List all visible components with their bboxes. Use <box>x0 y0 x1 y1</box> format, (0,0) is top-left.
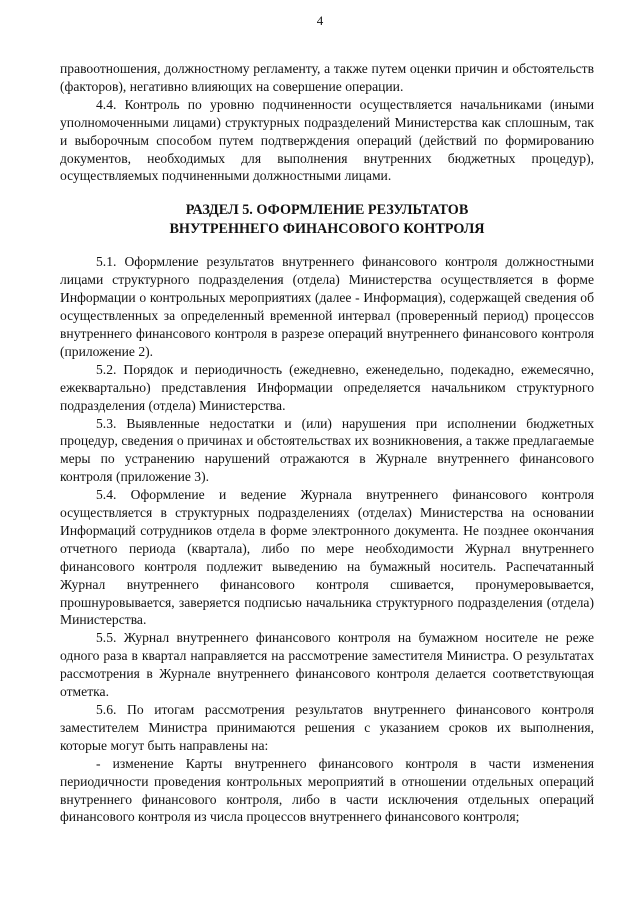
section-heading <box>60 201 594 239</box>
paragraph-5-1: 5.1. Оформление результатов внутреннего финансового контроля должностными лицами структурного подразделения (отдела) Министерства осуществляется в форме Информации о контрольных мероприятиях (далее - Информация), содержащей сведения об осуществленных за определенный временной интервал (проверенный период) процессов внутреннего финансового контроля в разрезе операций внутреннего финансового контроля (приложение 2). <box>60 254 594 359</box>
paragraph-5-6: 5.6. По итогам рассмотрения результатов внутреннего финансового контроля заместителем Министра принимаются решения с указанием сроков их выполнения, которые могут быть направлены на: <box>60 702 594 753</box>
paragraph-4-4: 4.4. Контроль по уровню подчиненности осуществляется начальниками (иными уполномоченными лицами) структурных подразделений Министерства как сплошным, так и выборочным способом путем подтверждения операций (действий по формированию документов, необходимых для выполнения внутренних бюджетных процедур), осуществляемых подчиненными должностными лицами. <box>60 96 594 184</box>
document-body <box>60 60 594 826</box>
paragraph-5-5: 5.5. Журнал внутреннего финансового контроля на бумажном носителе не реже одного раза в квартал направляется на рассмотрение заместителя Министра. О результатах рассмотрения в Журнале внутреннего финансового контроля делается соответствующая отметка. <box>60 630 594 700</box>
paragraph-5-4: 5.4. Оформление и ведение Журнала внутреннего финансового контроля осуществляется в структурных подразделениях (отделах) Министерства на основании Информаций сотрудников отдела в форме электронного документа. Не позднее окончания отчетного периода (квартала), либо по мере необходимости Журнал внутреннего финансового контроля подлежит выведению на бумажный носитель. Распечатанный Журнал внутреннего финансового контроля сшивается, пронумеровывается, прошнуровывается, заверяется подписью начальника структурного подразделения (отдела) Министерства. <box>60 487 594 628</box>
section-heading-line-2: ВНУТРЕННЕГО ФИНАНСОВОГО КОНТРОЛЯ <box>169 221 485 238</box>
paragraph-5-2: 5.2. Порядок и периодичность (ежедневно, еженедельно, подекадно, ежемесячно, ежеквартально) представления Информации определяется начальником структурного подразделения (отдела) Министерства. <box>60 361 594 413</box>
paragraph-5-3: 5.3. Выявленные недостатки и (или) нарушения при исполнении бюджетных процедур, сведения о причинах и обстоятельствах их возникновения, а также предлагаемые меры по устранению нарушений отражаются в Журнале внутреннего финансового контроля (приложение 3). <box>60 415 594 485</box>
page-number: 4 <box>316 13 324 28</box>
section-heading-line-1: РАЗДЕЛ 5. ОФОРМЛЕНИЕ РЕЗУЛЬТАТОВ <box>185 202 469 219</box>
paragraph-continuation: правоотношения, должностному регламенту, а также путем оценки причин и обстоятельств (факторов), негативно влияющих на совершение операции. <box>60 61 594 94</box>
list-item-bullet-1: - изменение Карты внутреннего финансового контроля в части изменения периодичности проведения контрольных мероприятий в отношении отдельных операций внутреннего финансового контроля, либо в части исключения отдельных операций финансового контроля из числа процессов внутреннего финансового контроля; <box>60 755 594 825</box>
